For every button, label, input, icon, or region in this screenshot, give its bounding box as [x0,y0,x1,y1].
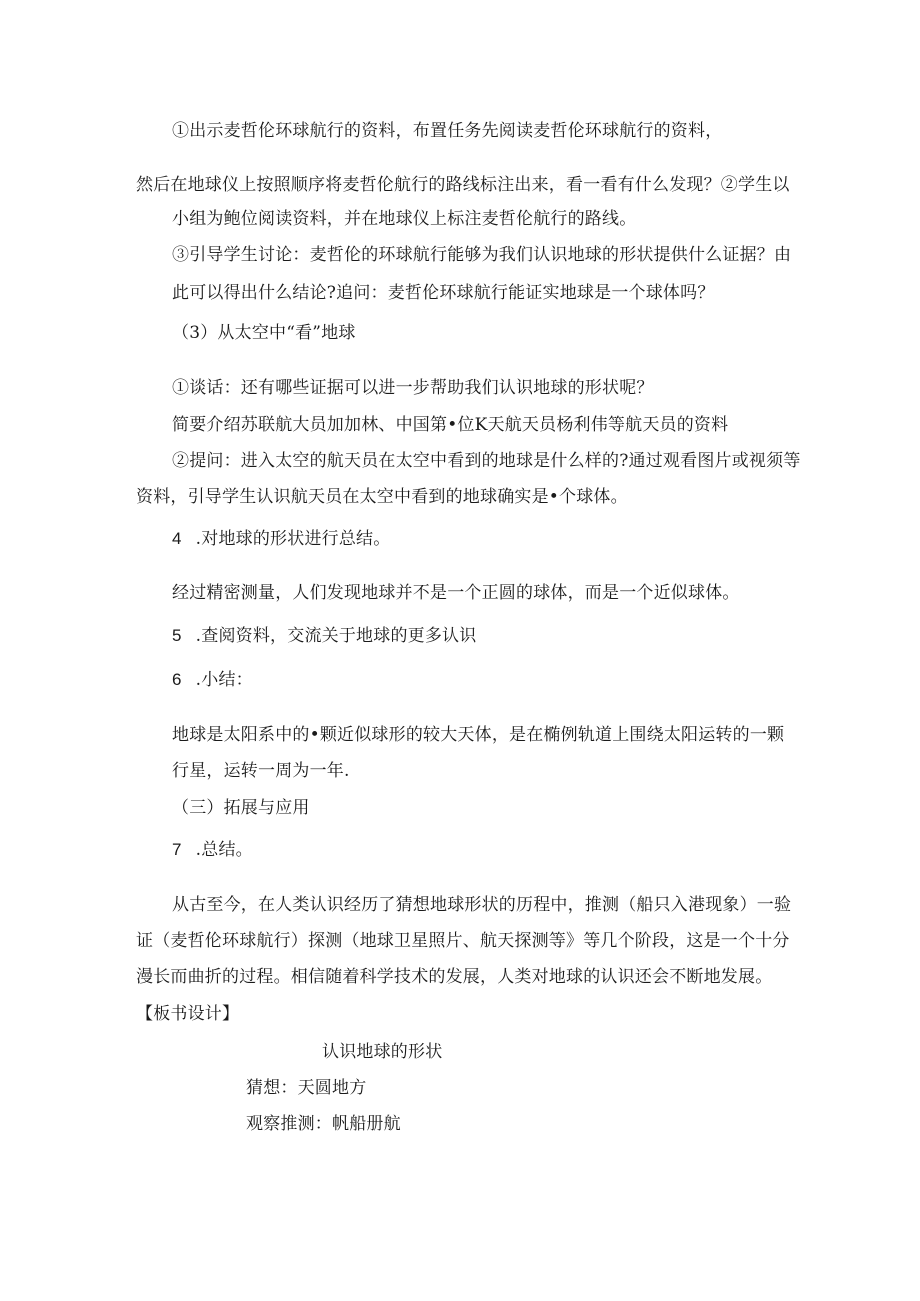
item-text: .对地球的形状进行总结。 [195,529,391,549]
paragraph-line: 漫长而曲折的过程。相信随着科学技术的发展，人类对地球的认识还会不断地发展。 [136,967,773,987]
item-text: .查阅资料，交流关于地球的更多认识 [195,626,477,646]
list-item [172,527,390,551]
paragraph-line: 简要介绍苏联航大员加加林、中国第•位K天航天员杨利伟等航天员的资料 [172,415,729,435]
subheading: （三）拓展与应用 [172,798,310,818]
paragraph-line: 行星，运转一周为一年. [172,761,350,781]
item-text: .小结： [195,670,253,690]
list-item [172,668,253,692]
paragraph-line: 从古至今，在人类认识经历了猜想地球形状的历程中，推测（船只入港现象）一验 [172,895,792,915]
paragraph-line: 证（麦哲伦环球航行）探测（地球卫星照片、航天探测等》等几个阶段，这是一个十分 [136,931,790,951]
board-design-heading: 【板书设计】 [136,1004,240,1024]
board-design-observe: 观察推测：帆船册航 [246,1114,401,1134]
paragraph-line: 资料，引导学生认识航天员在太空中看到的地球确实是•个球体。 [136,487,628,507]
item-number: 4 [172,529,182,548]
board-design-title: 认识地球的形状 [322,1042,443,1062]
paragraph-line: 小组为鲍位阅读资料，并在地球仪上标注麦哲伦航行的路线。 [172,209,637,229]
paragraph-line: 经过精密测量，人们发现地球并不是一个正圆的球体，而是一个近似球体。 [172,583,740,603]
paragraph-line: 地球是太阳系中的•颗近似球形的较大天体，是在椭例轨道上围绕太阳运转的一颗 [172,725,785,745]
item-number: 7 [172,840,182,859]
paragraph-line: 然后在地球仪上按照顺序将麦哲伦航行的路线标注出来，看一看有什么发现？②学生以 [136,175,790,195]
paragraph-line: ①出示麦哲伦环球航行的资料，布置任务先阅读麦哲伦环球航行的资料， [172,121,723,141]
list-item [172,624,476,648]
subheading: （3）从太空中“看”地球 [172,323,356,343]
paragraph-line: 此可以得出什么结论?追问：麦哲伦环球航行能证实地球是一个球体吗？ [172,283,715,303]
paragraph-line: ③引导学生讨论：麦哲伦的环球航行能够为我们认识地球的形状提供什么证据？由 [172,245,792,265]
item-text: .总结。 [195,840,253,860]
paragraph-line: ②提问：进入太空的航天员在太空中看到的地球是什么样的?通过观看图片或视须等 [172,451,801,471]
paragraph-line: ①谈话：还有哪些证据可以进一步帮助我们认识地球的形状呢？ [172,378,654,398]
list-item [172,838,253,862]
item-number: 6 [172,670,182,689]
item-number: 5 [172,626,182,645]
board-design-guess: 猜想：天圆地方 [246,1078,367,1098]
